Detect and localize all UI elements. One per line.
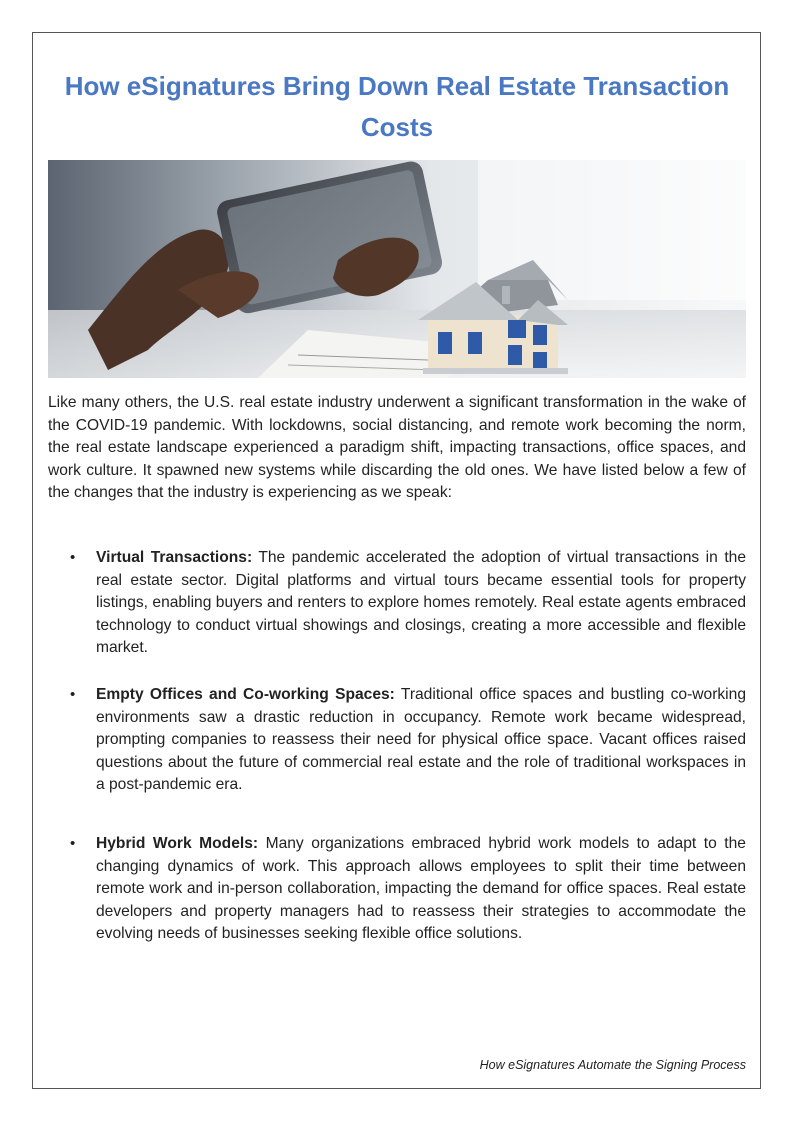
bullet-heading: Hybrid Work Models:: [96, 835, 259, 852]
intro-paragraph: Like many others, the U.S. real estate industry underwent a significant transformation in the wake of the COVID-19 pandemic. With lockdowns, social distancing, and remote work becoming the norm, the real estate landscape experienced a paradigm shift, impacting transactions, office spaces, and work culture. It spawned new systems while discarding the old ones. We have listed below a few of the changes that the industry is experiencing as we speak:: [48, 394, 746, 502]
page-title: How eSignatures Bring Down Real Estate Transaction Costs: [64, 71, 730, 142]
list-item: [96, 684, 746, 797]
page-footer: How eSignatures Automate the Signing Process: [479, 1058, 746, 1072]
bullet-marker: •: [70, 835, 76, 852]
list-item: [96, 833, 746, 946]
bullet-text: Many organizations embraced hybrid work models to adapt to the changing dynamics of work. This approach allows employees to split their time between remote work and in-person collaboration, impacting the demand for office spaces. Real estate developers and property managers had to reassess their strategies to accommodate the evolving needs of businesses seeking flexible office solutions.: [96, 835, 746, 943]
list-item: [96, 547, 746, 660]
bullet-marker: •: [70, 686, 76, 703]
bullet-text: Traditional office spaces and bustling co-working environments saw a drastic reduction in occupancy. Remote work became widespread, prompting companies to reassess their need for physical office space. Vacant offices raised questions about the future of commercial real estate and the role of traditional workspaces in a post-pandemic era.: [96, 686, 746, 794]
hero-image: [48, 160, 746, 378]
bullet-text: The pandemic accelerated the adoption of virtual transactions in the real estate sector. Digital platforms and virtual tours became essential tools for property listings, enabling buyers and renters to explore homes remotely. Real estate agents embraced technology to conduct virtual showings and closings, creating a more accessible and flexible market.: [96, 549, 746, 657]
bullet-heading: Empty Offices and Co-working Spaces:: [96, 686, 395, 703]
bullet-marker: •: [70, 549, 76, 566]
bullet-heading: Virtual Transactions:: [96, 549, 253, 566]
